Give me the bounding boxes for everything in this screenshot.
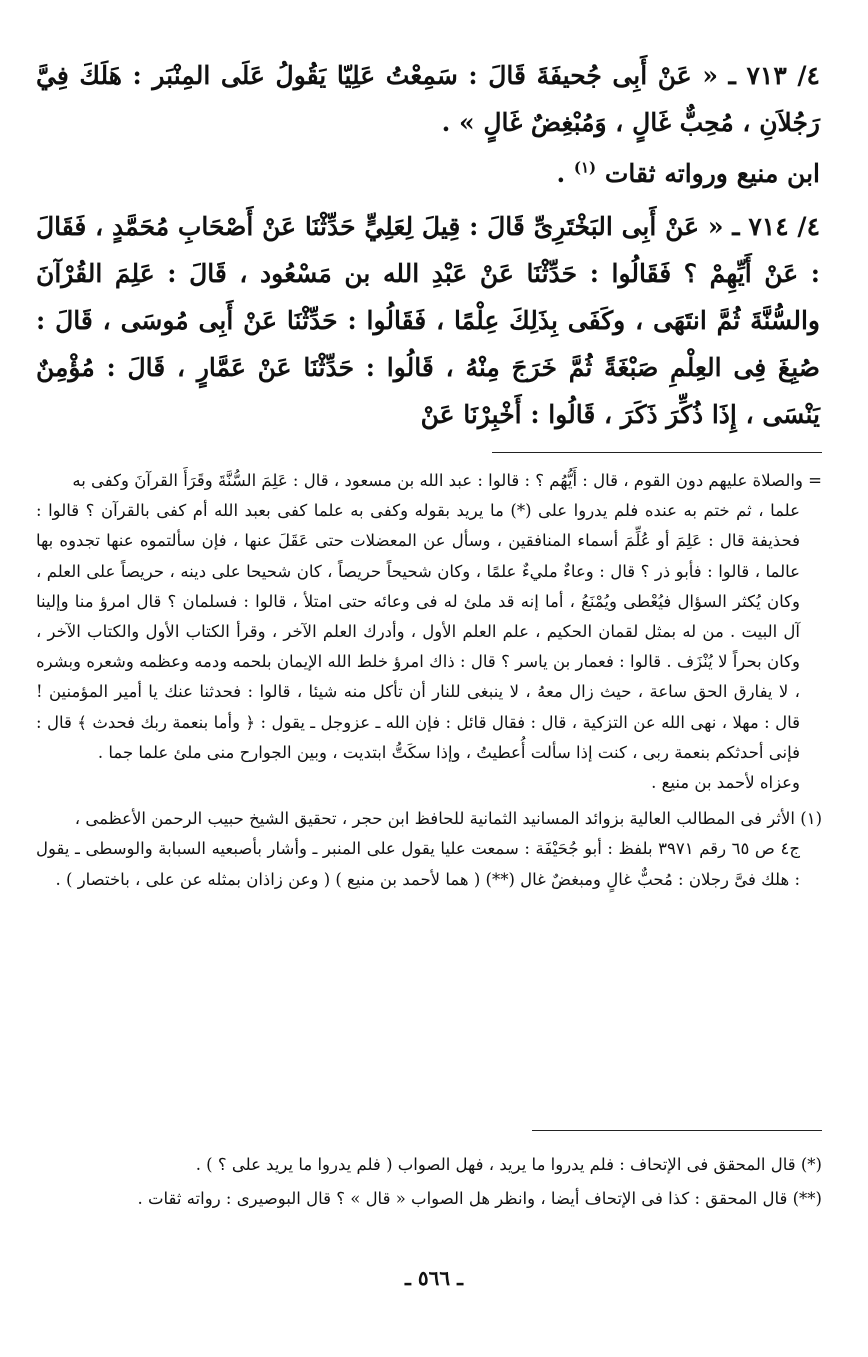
footnote-separator: [492, 452, 822, 453]
continuation-lead: = والصلاة عليهم دون القوم ، قال : أَيُّهُم ؟ : قالوا : عبد الله بن مسعود ، قال : عَلِمَ السُّنَّةَ وقَرَأَ القرآنَ وكفى به: [72, 471, 822, 490]
narrators-note: ابن منيع ورواته ثقات $^{(١)}$ .: [556, 158, 820, 188]
continuation-body: علما ، ثم ختم به عنده فلم يدروا على (*) ما يريد بقوله وكفى به علما كفى بعبد الله أم كفى بالقرآن ؟ قالوا : فحذيفة قال : عَلِمَ أو عُلِّمَ أسماء المنافقين ، وسأل عن المعضلات حتى عَقَلَ عنها ، فإن سألتموه عنها تجدوه بها عالما ، قالوا : فأبو ذر ؟ قال : وعاءٌ مليءٌ علمًا ، وكان شحيحاً حريصاً ، كان شحيحا على دينه ، حريصاً على العلم ، وكان يُكثر السؤال فيُعْطى ويُمْنَعُ ، أما إنه قد ملئ له فى وعائه حتى امتلأ ، قالوا : فسلمان ؟ قال امرؤ منا وإلينا آل البيت . من له بمثل لقمان الحكيم ، علم العلم الأول ، وأدرك العلم الآخر ، وقرأ الكتاب الأول والكتاب الآخر ، وكان بحراً لا يُنْزَف . قالوا : فعمار بن ياسر ؟ قال : ذاك امرؤ خلط الله الإيمان بلحمه ودمه وعظمه وشعره وبشره ، لا يفارق الحق ساعة ، حيث زال معهُ ، لا ينبغى للنار أن تأكل منه شيئا ، قالوا : فحدثنا عنك يا أمير المؤمنين ! قال : مهلا ، نهى الله عن التزكية ، قال : فقال قائل : فإن الله ـ عزوجل ـ يقول : ﴿ وأما بنعمة ربك فحدث ﴾ قال : فإنى أحدثكم بنعمة ربى ، كنت إذا سألت أُعطيتُ ، وإذا سكَتُّ ابتديت ، وبين الجوارح منى ملئ علما جما .: [36, 501, 800, 762]
narrators-text: ابن منيع ورواته ثقات: [604, 159, 820, 188]
editor-notes-separator: [532, 1130, 822, 1131]
editor-note-1: (*) قال المحقق فى الإتحاف : فلم يدروا ما يريد ، فهل الصواب ( فلم يدروا ما يريد على ؟ ) .: [195, 1155, 822, 1174]
hadith-713: ٤/ ٧١٣ ـ « عَنْ أَبِى جُحيفَةَ قَالَ : سَمِعْتُ عَلِيّا يَقُولُ عَلَى المِنْبَر : هَلَكَ فِيَّ رَجُلاَنِ ، مُحِبٌّ غَالٍ ، وَمُبْغِضٌ غَالٍ » .: [36, 61, 820, 137]
footnote-ref-1: (١): [573, 158, 597, 177]
attribution: وعزاه لأحمد بن منيع .: [651, 773, 800, 793]
footnote-1-lead: (١) الأثر فى المطالب العالية بزوائد المسانيد الثمانية للحافظ ابن حجر ، تحقيق الشيخ حبيب الرحمن الأعظمى ،: [74, 809, 822, 829]
page-number: ـ ٥٦٦ ـ: [405, 1266, 463, 1290]
editor-note-2: (**) قال المحقق : كذا فى الإتحاف أيضا ، وانظر هل الصواب « قال » ؟ قال البوصيرى : رواته ثقات .: [137, 1189, 822, 1208]
hadith-714: ٤/ ٧١٤ ـ « عَنْ أَبِى البَخْتَرِىِّ قَالَ : قِيلَ لِعَلِيٍّ حَدِّثْنَا عَنْ أَصْحَابِ مُحَمَّدٍ ، فَقَالَ : عَنْ أَيِّهِمْ ؟ فَقَالُوا : حَدِّثْنَا عَنْ عَبْدِ الله بن مَسْعُود ، قَالَ : عَلِمَ القُرْآنَ والسُّنَّةَ ثُمَّ انتَهَى ، وكَفَى بِذَلِكَ عِلْمًا ، فَقَالُوا : حَدِّثْنَا عَنْ أَبِى مُوسَى ، قَالَ : صُبِغَ فِى العِلْمِ صَبْغَةً ثُمَّ خَرَجَ مِنْهُ ، قَالُوا : حَدِّثْنَا عَنْ عَمَّارٍ ، قَالَ : مُؤْمِنٌ يَنْسَى ، إِذَا ذُكِّرَ ذَكَرَ ، قَالُوا : أَخْبِرْنَا عَنْ: [36, 212, 820, 429]
main-text: [36, 52, 820, 438]
footnote-1-body: ج٤ ص ٦٥ رقم ٣٩٧١ بلفظ : أبو جُحَيْفَة : سمعت عليا يقول على المنبر ـ وأشار بأصبعيه السبابة والوسطى ـ يقول : هلك فىَّ رجلان : مُحبٌّ غالٍ ومبغضٌ غال (**) ( هما لأحمد بن منيع ) ( وعن زاذان بمثله عن على ، باختصار ) .: [36, 839, 800, 889]
footnotes: [36, 466, 822, 895]
editor-notes: [36, 1148, 822, 1216]
